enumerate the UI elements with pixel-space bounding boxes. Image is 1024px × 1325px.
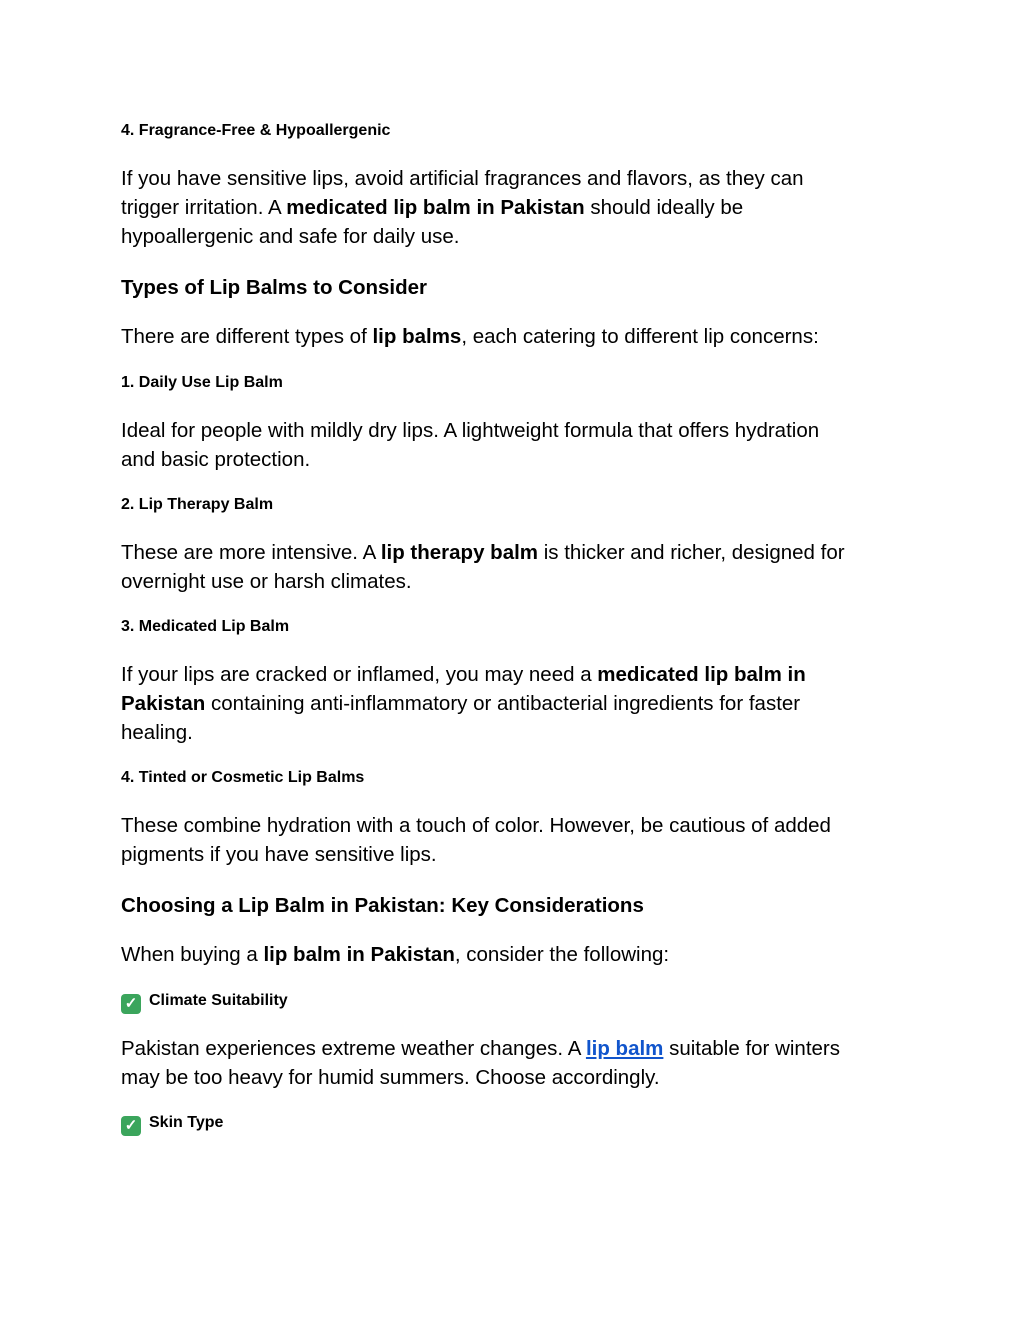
text-run: There are different types of bbox=[121, 325, 373, 348]
text-run: should ideally be bbox=[584, 196, 744, 219]
bold-keyword: Pakistan bbox=[121, 692, 206, 715]
text-run: If your lips are cracked or inflamed, you may need a bbox=[121, 663, 598, 686]
heading-fragrance-free: 4. Fragrance-Free & Hypoallergenic bbox=[121, 122, 391, 139]
bold-keyword: medicated lip balm in Pakistan bbox=[286, 196, 585, 219]
text-run: Ideal for people with mildly dry lips. A lightweight formula that offers hydration bbox=[121, 419, 820, 442]
text-run: If you have sensitive lips, avoid artificial fragrances and flavors, as they can bbox=[121, 167, 804, 190]
lip-balm-link[interactable]: lip balm bbox=[585, 1037, 664, 1060]
paragraph-tinted bbox=[121, 811, 911, 869]
checkmark-icon: ✓ bbox=[121, 1116, 141, 1136]
heading-skin-type bbox=[121, 1113, 223, 1136]
text-run: , each catering to different lip concerns: bbox=[461, 325, 819, 348]
heading-choosing-lip-balm: Choosing a Lip Balm in Pakistan: Key Considerations bbox=[121, 894, 644, 917]
paragraph-choosing-intro bbox=[121, 940, 911, 969]
heading-daily-use-lip-balm: 1. Daily Use Lip Balm bbox=[121, 374, 283, 391]
paragraph-medicated bbox=[121, 660, 911, 747]
text-run: and basic protection. bbox=[121, 448, 311, 471]
text-run: When buying a bbox=[121, 943, 264, 966]
heading-tinted-lip-balms: 4. Tinted or Cosmetic Lip Balms bbox=[121, 769, 365, 786]
text-run: suitable for winters bbox=[663, 1037, 841, 1060]
text-run: healing. bbox=[121, 721, 193, 744]
text-run: , consider the following: bbox=[454, 943, 670, 966]
text-run: trigger irritation. A bbox=[121, 196, 287, 219]
paragraph-fragrance-free bbox=[121, 164, 911, 251]
bold-keyword: lip balm in Pakistan bbox=[263, 943, 455, 966]
checkmark-icon: ✓ bbox=[121, 994, 141, 1014]
heading-label: Climate Suitability bbox=[149, 992, 288, 1009]
paragraph-lip-therapy bbox=[121, 538, 911, 596]
bold-keyword: lip balms bbox=[372, 325, 462, 348]
text-run: pigments if you have sensitive lips. bbox=[121, 843, 437, 866]
text-run: These are more intensive. A bbox=[121, 541, 381, 564]
text-run: hypoallergenic and safe for daily use. bbox=[121, 225, 460, 248]
heading-types-of-lip-balms: Types of Lip Balms to Consider bbox=[121, 276, 428, 299]
text-run: containing anti-inflammatory or antibacterial ingredients for faster bbox=[205, 692, 801, 715]
heading-lip-therapy-balm: 2. Lip Therapy Balm bbox=[121, 496, 274, 513]
heading-label: Skin Type bbox=[149, 1114, 224, 1131]
paragraph-climate bbox=[121, 1034, 911, 1092]
text-run: Pakistan experiences extreme weather changes. A bbox=[121, 1037, 586, 1060]
heading-climate-suitability bbox=[121, 991, 288, 1014]
paragraph-daily-use bbox=[121, 416, 911, 474]
bold-keyword: lip therapy balm bbox=[380, 541, 539, 564]
text-run: is thicker and richer, designed for bbox=[538, 541, 845, 564]
text-run: These combine hydration with a touch of color. However, be cautious of added bbox=[121, 814, 831, 837]
bold-keyword: medicated lip balm in bbox=[597, 663, 806, 686]
text-run: may be too heavy for humid summers. Choose accordingly. bbox=[121, 1066, 660, 1089]
text-run: overnight use or harsh climates. bbox=[121, 570, 412, 593]
paragraph-types-intro bbox=[121, 322, 911, 351]
heading-medicated-lip-balm: 3. Medicated Lip Balm bbox=[121, 618, 290, 635]
